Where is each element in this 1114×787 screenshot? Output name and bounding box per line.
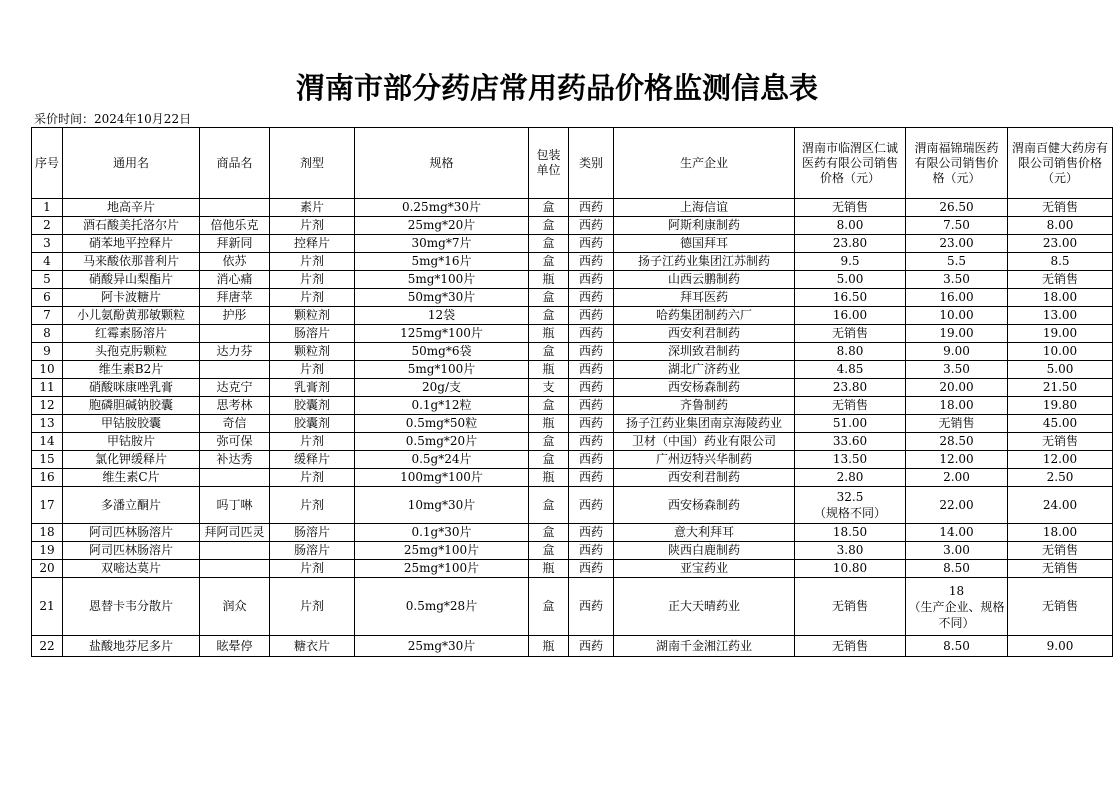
cell-store1-price: 51.00 xyxy=(795,415,906,433)
cell-manufacturer: 拜耳医药 xyxy=(614,289,795,307)
cell-category: 西药 xyxy=(569,235,614,253)
cell-store2-price: 8.50 xyxy=(906,560,1008,578)
cell-store2-price: 7.50 xyxy=(906,217,1008,235)
page-title: 渭南市部分药店常用药品价格监测信息表 xyxy=(295,71,818,105)
cell-brand-name: 消心痛 xyxy=(200,271,270,289)
cell-store1-price: 无销售 xyxy=(795,578,906,636)
table-row xyxy=(32,397,1113,415)
cell-category: 西药 xyxy=(569,524,614,542)
header-store1-price: 渭南市临渭区仁诚医药有限公司销售价格（元） xyxy=(795,128,906,199)
cell-brand-name: 护彤 xyxy=(200,307,270,325)
cell-brand-name: 达力芬 xyxy=(200,343,270,361)
table-row xyxy=(32,451,1113,469)
cell-store3-price: 无销售 xyxy=(1008,271,1113,289)
cell-spec: 0.5g*24片 xyxy=(355,451,529,469)
cell-category: 西药 xyxy=(569,343,614,361)
cell-spec: 12袋 xyxy=(355,307,529,325)
cell-category: 西药 xyxy=(569,325,614,343)
cell-generic-name: 阿司匹林肠溶片 xyxy=(63,542,200,560)
cell-category: 西药 xyxy=(569,451,614,469)
table-row xyxy=(32,560,1113,578)
cell-category: 西药 xyxy=(569,469,614,487)
cell-brand-name xyxy=(200,199,270,217)
table-row xyxy=(32,199,1113,217)
cell-pack-unit: 瓶 xyxy=(529,636,569,657)
cell-no: 9 xyxy=(32,343,63,361)
cell-pack-unit: 瓶 xyxy=(529,325,569,343)
cell-store2-price: 5.5 xyxy=(906,253,1008,271)
header-row xyxy=(32,128,1113,199)
cell-pack-unit: 盒 xyxy=(529,397,569,415)
cell-no: 7 xyxy=(32,307,63,325)
table-row xyxy=(32,235,1113,253)
header-pack-unit: 包装单位 xyxy=(529,128,569,199)
cell-dosage-form: 片剂 xyxy=(270,271,355,289)
cell-category: 西药 xyxy=(569,578,614,636)
cell-spec: 0.5mg*28片 xyxy=(355,578,529,636)
cell-dosage-form: 片剂 xyxy=(270,578,355,636)
cell-pack-unit: 盒 xyxy=(529,235,569,253)
cell-pack-unit: 盒 xyxy=(529,487,569,524)
cell-store2-price: 无销售 xyxy=(906,415,1008,433)
cell-generic-name: 盐酸地芬尼多片 xyxy=(63,636,200,657)
cell-store3-price: 21.50 xyxy=(1008,379,1113,397)
cell-no: 10 xyxy=(32,361,63,379)
cell-store3-price: 无销售 xyxy=(1008,433,1113,451)
cell-manufacturer: 扬子江药业集团江苏制药 xyxy=(614,253,795,271)
cell-dosage-form: 缓释片 xyxy=(270,451,355,469)
cell-dosage-form: 片剂 xyxy=(270,253,355,271)
cell-category: 西药 xyxy=(569,379,614,397)
cell-brand-name: 奇信 xyxy=(200,415,270,433)
table-row xyxy=(32,217,1113,235)
cell-pack-unit: 瓶 xyxy=(529,560,569,578)
cell-spec: 0.25mg*30片 xyxy=(355,199,529,217)
cell-no: 19 xyxy=(32,542,63,560)
cell-store1-price: 5.00 xyxy=(795,271,906,289)
header-store2-price: 渭南福锦瑞医药有限公司销售价格（元） xyxy=(906,128,1008,199)
cell-store3-price: 5.00 xyxy=(1008,361,1113,379)
cell-no: 4 xyxy=(32,253,63,271)
cell-store3-price: 无销售 xyxy=(1008,542,1113,560)
cell-manufacturer: 德国拜耳 xyxy=(614,235,795,253)
cell-dosage-form: 片剂 xyxy=(270,433,355,451)
cell-brand-name: 拜唐苹 xyxy=(200,289,270,307)
cell-manufacturer: 齐鲁制药 xyxy=(614,397,795,415)
cell-category: 西药 xyxy=(569,433,614,451)
cell-no: 2 xyxy=(32,217,63,235)
cell-generic-name: 酒石酸美托洛尔片 xyxy=(63,217,200,235)
cell-store3-price: 8.5 xyxy=(1008,253,1113,271)
cell-store3-price: 24.00 xyxy=(1008,487,1113,524)
cell-spec: 25mg*100片 xyxy=(355,542,529,560)
cell-store1-price: 9.5 xyxy=(795,253,906,271)
cell-dosage-form: 乳膏剂 xyxy=(270,379,355,397)
cell-store1-price: 10.80 xyxy=(795,560,906,578)
cell-generic-name: 头孢克肟颗粒 xyxy=(63,343,200,361)
cell-pack-unit: 盒 xyxy=(529,199,569,217)
cell-store1-price: 16.50 xyxy=(795,289,906,307)
cell-no: 14 xyxy=(32,433,63,451)
cell-generic-name: 地高辛片 xyxy=(63,199,200,217)
cell-brand-name: 倍他乐克 xyxy=(200,217,270,235)
cell-no: 22 xyxy=(32,636,63,657)
cell-store2-price: 16.00 xyxy=(906,289,1008,307)
cell-spec: 25mg*20片 xyxy=(355,217,529,235)
table-row xyxy=(32,253,1113,271)
header-dosage-form: 剂型 xyxy=(270,128,355,199)
cell-generic-name: 甲钴胺胶囊 xyxy=(63,415,200,433)
cell-brand-name: 润众 xyxy=(200,578,270,636)
cell-category: 西药 xyxy=(569,397,614,415)
cell-generic-name: 恩替卡韦分散片 xyxy=(63,578,200,636)
table-row xyxy=(32,343,1113,361)
cell-dosage-form: 片剂 xyxy=(270,289,355,307)
cell-dosage-form: 胶囊剂 xyxy=(270,397,355,415)
cell-manufacturer: 陕西白鹿制药 xyxy=(614,542,795,560)
cell-store1-price: 无销售 xyxy=(795,199,906,217)
cell-manufacturer: 上海信谊 xyxy=(614,199,795,217)
cell-dosage-form: 素片 xyxy=(270,199,355,217)
cell-spec: 100mg*100片 xyxy=(355,469,529,487)
cell-dosage-form: 肠溶片 xyxy=(270,542,355,560)
cell-no: 20 xyxy=(32,560,63,578)
cell-manufacturer: 湖北广济药业 xyxy=(614,361,795,379)
collect-time: 采价时间：2024年10月22日 xyxy=(34,112,192,126)
cell-dosage-form: 片剂 xyxy=(270,469,355,487)
cell-store2-price: 14.00 xyxy=(906,524,1008,542)
cell-pack-unit: 盒 xyxy=(529,578,569,636)
cell-manufacturer: 西安利君制药 xyxy=(614,469,795,487)
header-manufacturer: 生产企业 xyxy=(614,128,795,199)
cell-spec: 10mg*30片 xyxy=(355,487,529,524)
cell-manufacturer: 深圳致君制药 xyxy=(614,343,795,361)
cell-spec: 25mg*100片 xyxy=(355,560,529,578)
table-row xyxy=(32,361,1113,379)
cell-category: 西药 xyxy=(569,415,614,433)
cell-no: 8 xyxy=(32,325,63,343)
table-body xyxy=(32,199,1113,657)
cell-generic-name: 甲钴胺片 xyxy=(63,433,200,451)
cell-manufacturer: 哈药集团制药六厂 xyxy=(614,307,795,325)
cell-pack-unit: 盒 xyxy=(529,217,569,235)
cell-spec: 50mg*30片 xyxy=(355,289,529,307)
cell-store1-price: 33.60 xyxy=(795,433,906,451)
table-row xyxy=(32,415,1113,433)
cell-pack-unit: 盒 xyxy=(529,451,569,469)
cell-category: 西药 xyxy=(569,217,614,235)
cell-brand-name: 吗丁啉 xyxy=(200,487,270,524)
cell-manufacturer: 正大天晴药业 xyxy=(614,578,795,636)
cell-store1-price: 8.80 xyxy=(795,343,906,361)
cell-dosage-form: 颗粒剂 xyxy=(270,307,355,325)
cell-spec: 30mg*7片 xyxy=(355,235,529,253)
cell-generic-name: 阿卡波糖片 xyxy=(63,289,200,307)
cell-spec: 0.5mg*50粒 xyxy=(355,415,529,433)
cell-brand-name: 眩晕停 xyxy=(200,636,270,657)
cell-generic-name: 马来酸依那普利片 xyxy=(63,253,200,271)
cell-store2-price: 18.00 xyxy=(906,397,1008,415)
cell-store3-price: 9.00 xyxy=(1008,636,1113,657)
cell-generic-name: 硝酸异山梨酯片 xyxy=(63,271,200,289)
cell-category: 西药 xyxy=(569,271,614,289)
cell-manufacturer: 扬子江药业集团南京海陵药业 xyxy=(614,415,795,433)
cell-category: 西药 xyxy=(569,542,614,560)
cell-spec: 5mg*100片 xyxy=(355,271,529,289)
cell-store1-price: 2.80 xyxy=(795,469,906,487)
cell-category: 西药 xyxy=(569,289,614,307)
cell-brand-name xyxy=(200,542,270,560)
cell-store3-price: 2.50 xyxy=(1008,469,1113,487)
cell-store3-price: 8.00 xyxy=(1008,217,1113,235)
cell-store3-price: 19.00 xyxy=(1008,325,1113,343)
cell-spec: 50mg*6袋 xyxy=(355,343,529,361)
cell-generic-name: 红霉素肠溶片 xyxy=(63,325,200,343)
cell-store1-price: 23.80 xyxy=(795,235,906,253)
cell-brand-name: 补达秀 xyxy=(200,451,270,469)
cell-no: 15 xyxy=(32,451,63,469)
table-row xyxy=(32,433,1113,451)
cell-brand-name xyxy=(200,560,270,578)
cell-store1-price: 23.80 xyxy=(795,379,906,397)
table-row xyxy=(32,379,1113,397)
cell-no: 3 xyxy=(32,235,63,253)
cell-manufacturer: 亚宝药业 xyxy=(614,560,795,578)
cell-store2-price: 3.50 xyxy=(906,271,1008,289)
cell-brand-name: 依苏 xyxy=(200,253,270,271)
cell-dosage-form: 肠溶片 xyxy=(270,524,355,542)
cell-generic-name: 小儿氨酚黄那敏颗粒 xyxy=(63,307,200,325)
header-category: 类别 xyxy=(569,128,614,199)
cell-no: 11 xyxy=(32,379,63,397)
cell-manufacturer: 广州迈特兴华制药 xyxy=(614,451,795,469)
cell-brand-name: 拜阿司匹灵 xyxy=(200,524,270,542)
cell-brand-name: 拜新同 xyxy=(200,235,270,253)
cell-store2-price: 8.50 xyxy=(906,636,1008,657)
cell-store3-price: 18.00 xyxy=(1008,289,1113,307)
cell-spec: 0.1g*30片 xyxy=(355,524,529,542)
cell-store2-price: 3.50 xyxy=(906,361,1008,379)
cell-pack-unit: 盒 xyxy=(529,524,569,542)
table-row xyxy=(32,636,1113,657)
cell-spec: 20g/支 xyxy=(355,379,529,397)
cell-pack-unit: 瓶 xyxy=(529,415,569,433)
cell-store3-price: 18.00 xyxy=(1008,524,1113,542)
cell-category: 西药 xyxy=(569,361,614,379)
table-row xyxy=(32,325,1113,343)
cell-generic-name: 维生素B2片 xyxy=(63,361,200,379)
cell-pack-unit: 盒 xyxy=(529,343,569,361)
cell-store2-price: 19.00 xyxy=(906,325,1008,343)
cell-store3-price: 无销售 xyxy=(1008,199,1113,217)
cell-manufacturer: 山西云鹏制药 xyxy=(614,271,795,289)
cell-brand-name xyxy=(200,469,270,487)
cell-dosage-form: 胶囊剂 xyxy=(270,415,355,433)
cell-store3-price: 无销售 xyxy=(1008,578,1113,636)
table-row xyxy=(32,487,1113,524)
cell-pack-unit: 盒 xyxy=(529,253,569,271)
cell-category: 西药 xyxy=(569,199,614,217)
cell-generic-name: 氯化钾缓释片 xyxy=(63,451,200,469)
cell-manufacturer: 西安利君制药 xyxy=(614,325,795,343)
cell-store1-price: 32.5 （规格不同） xyxy=(795,487,906,524)
cell-store3-price: 无销售 xyxy=(1008,560,1113,578)
cell-generic-name: 维生素C片 xyxy=(63,469,200,487)
cell-store3-price: 13.00 xyxy=(1008,307,1113,325)
table-row xyxy=(32,271,1113,289)
cell-spec: 125mg*100片 xyxy=(355,325,529,343)
cell-store2-price: 9.00 xyxy=(906,343,1008,361)
cell-dosage-form: 控释片 xyxy=(270,235,355,253)
cell-manufacturer: 湖南千金湘江药业 xyxy=(614,636,795,657)
cell-category: 西药 xyxy=(569,560,614,578)
cell-store1-price: 无销售 xyxy=(795,397,906,415)
cell-store1-price: 4.85 xyxy=(795,361,906,379)
cell-generic-name: 硝酸咪康唑乳膏 xyxy=(63,379,200,397)
cell-no: 12 xyxy=(32,397,63,415)
cell-spec: 5mg*100片 xyxy=(355,361,529,379)
cell-store1-price: 16.00 xyxy=(795,307,906,325)
cell-store1-price: 无销售 xyxy=(795,325,906,343)
cell-store2-price: 26.50 xyxy=(906,199,1008,217)
cell-no: 16 xyxy=(32,469,63,487)
cell-no: 6 xyxy=(32,289,63,307)
table-row xyxy=(32,289,1113,307)
cell-store3-price: 12.00 xyxy=(1008,451,1113,469)
cell-store1-price: 无销售 xyxy=(795,636,906,657)
cell-pack-unit: 支 xyxy=(529,379,569,397)
cell-category: 西药 xyxy=(569,636,614,657)
table-row xyxy=(32,524,1113,542)
cell-generic-name: 硝苯地平控释片 xyxy=(63,235,200,253)
cell-brand-name xyxy=(200,361,270,379)
cell-store2-price: 2.00 xyxy=(906,469,1008,487)
cell-no: 18 xyxy=(32,524,63,542)
cell-spec: 0.1g*12粒 xyxy=(355,397,529,415)
cell-category: 西药 xyxy=(569,307,614,325)
cell-dosage-form: 颗粒剂 xyxy=(270,343,355,361)
cell-pack-unit: 盒 xyxy=(529,433,569,451)
cell-store1-price: 13.50 xyxy=(795,451,906,469)
cell-dosage-form: 糖衣片 xyxy=(270,636,355,657)
cell-no: 1 xyxy=(32,199,63,217)
cell-generic-name: 多潘立酮片 xyxy=(63,487,200,524)
table-row xyxy=(32,469,1113,487)
cell-store2-price: 12.00 xyxy=(906,451,1008,469)
cell-store1-price: 3.80 xyxy=(795,542,906,560)
cell-category: 西药 xyxy=(569,253,614,271)
cell-generic-name: 胞磷胆碱钠胶囊 xyxy=(63,397,200,415)
cell-manufacturer: 卫材（中国）药业有限公司 xyxy=(614,433,795,451)
cell-no: 5 xyxy=(32,271,63,289)
cell-brand-name: 弥可保 xyxy=(200,433,270,451)
cell-store3-price: 19.80 xyxy=(1008,397,1113,415)
cell-dosage-form: 片剂 xyxy=(270,487,355,524)
cell-no: 13 xyxy=(32,415,63,433)
cell-store3-price: 45.00 xyxy=(1008,415,1113,433)
cell-spec: 5mg*16片 xyxy=(355,253,529,271)
cell-store3-price: 10.00 xyxy=(1008,343,1113,361)
header-spec: 规格 xyxy=(355,128,529,199)
price-table xyxy=(31,127,1113,657)
cell-dosage-form: 片剂 xyxy=(270,560,355,578)
cell-manufacturer: 西安杨森制药 xyxy=(614,487,795,524)
cell-dosage-form: 片剂 xyxy=(270,217,355,235)
cell-pack-unit: 瓶 xyxy=(529,271,569,289)
cell-dosage-form: 肠溶片 xyxy=(270,325,355,343)
cell-pack-unit: 盒 xyxy=(529,542,569,560)
cell-pack-unit: 盒 xyxy=(529,289,569,307)
cell-store2-price: 28.50 xyxy=(906,433,1008,451)
cell-pack-unit: 盒 xyxy=(529,307,569,325)
header-store3-price: 渭南百健大药房有限公司销售价格（元） xyxy=(1008,128,1113,199)
cell-spec: 0.5mg*20片 xyxy=(355,433,529,451)
cell-pack-unit: 瓶 xyxy=(529,361,569,379)
header-no: 序号 xyxy=(32,128,63,199)
cell-category: 西药 xyxy=(569,487,614,524)
cell-store3-price: 23.00 xyxy=(1008,235,1113,253)
cell-store2-price: 10.00 xyxy=(906,307,1008,325)
cell-store2-price: 3.00 xyxy=(906,542,1008,560)
cell-store1-price: 8.00 xyxy=(795,217,906,235)
cell-manufacturer: 西安杨森制药 xyxy=(614,379,795,397)
cell-store1-price: 18.50 xyxy=(795,524,906,542)
cell-no: 21 xyxy=(32,578,63,636)
cell-brand-name: 思考林 xyxy=(200,397,270,415)
cell-brand-name: 达克宁 xyxy=(200,379,270,397)
cell-spec: 25mg*30片 xyxy=(355,636,529,657)
cell-store2-price: 20.00 xyxy=(906,379,1008,397)
cell-store2-price: 23.00 xyxy=(906,235,1008,253)
cell-generic-name: 阿司匹林肠溶片 xyxy=(63,524,200,542)
cell-pack-unit: 瓶 xyxy=(529,469,569,487)
table-row xyxy=(32,307,1113,325)
table-row xyxy=(32,578,1113,636)
header-generic-name: 通用名 xyxy=(63,128,200,199)
cell-store2-price: 22.00 xyxy=(906,487,1008,524)
cell-generic-name: 双嘧达莫片 xyxy=(63,560,200,578)
cell-dosage-form: 片剂 xyxy=(270,361,355,379)
cell-brand-name xyxy=(200,325,270,343)
cell-manufacturer: 阿斯利康制药 xyxy=(614,217,795,235)
header-brand-name: 商品名 xyxy=(200,128,270,199)
table-row xyxy=(32,542,1113,560)
cell-manufacturer: 意大利拜耳 xyxy=(614,524,795,542)
cell-no: 17 xyxy=(32,487,63,524)
cell-store2-price: 18 （生产企业、规格不同） xyxy=(906,578,1008,636)
